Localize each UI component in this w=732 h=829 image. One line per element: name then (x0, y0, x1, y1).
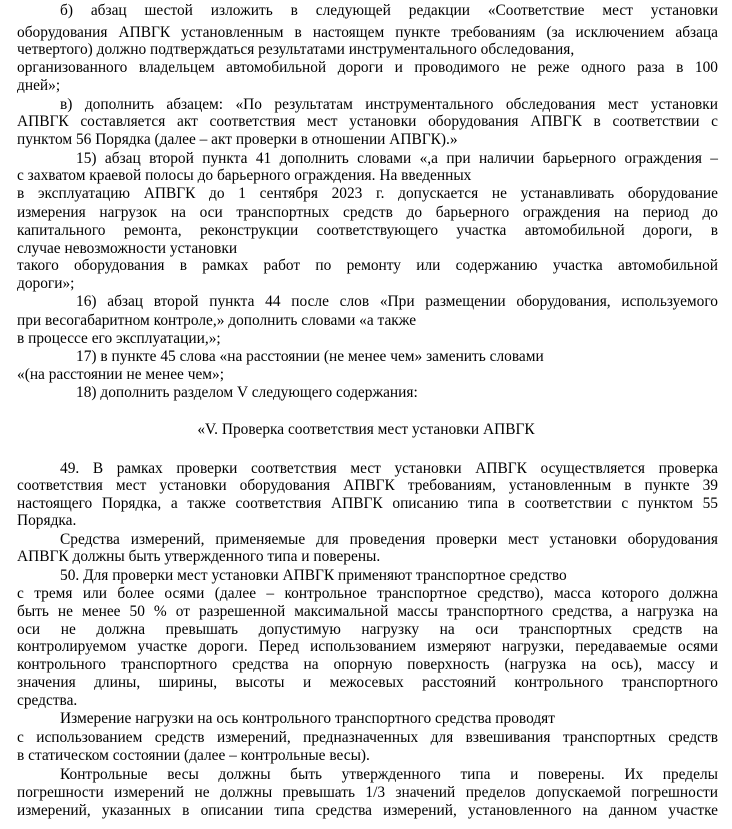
text-line: с захватом краевой полосы до барьерного ограждения. На введенных (17, 167, 472, 184)
text-line: средства. (17, 692, 78, 709)
text-line: контролируемом участке дороги. Перед использованием измеряют нагрузки, передаваемые осями (17, 638, 718, 655)
text-line: АПВГК должны быть утвержденного типа и поверены. (17, 548, 381, 565)
text-line: четвертого) должно подтверждаться результатами инструментального обследования, (17, 41, 575, 58)
text-line: Контрольные весы должны быть утвержденного типа и поверены. Их пределы (60, 766, 718, 783)
text-line: случае невозможности установки (17, 240, 238, 257)
text-line: при весогабаритном контроле,» дополнить словами «а также (17, 312, 417, 329)
text-line: оборудования АПВГК установленным в настоящем пункте требованиям (за исключением абзаца (17, 24, 718, 41)
text-line: с использованием средств измерений, предназначенных для взвешивания транспортных средств (17, 729, 718, 746)
text-line: измерения нагрузок на оси транспортных средств до барьерного ограждения на период до (17, 204, 718, 221)
text-line: дней»; (17, 77, 61, 94)
text-line: 50. Для проверки мест установки АПВГК применяют транспортное средство (60, 567, 567, 584)
text-line: капитального ремонта, реконструкции соответствующего участка автомобильной дороги, в (17, 222, 718, 239)
text-line: в эксплуатацию АПВГК до 1 сентября 2023 г. допускается не устанавливать оборудование (17, 185, 718, 202)
text-line: в процессе его эксплуатации,»; (17, 330, 221, 347)
text-line: б) абзац шестой изложить в следующей редакции «Соответствие мест установки (60, 2, 718, 19)
text-line: Порядка. (17, 512, 77, 529)
text-line: «(на расстоянии не менее чем»; (17, 366, 224, 383)
text-line: организованного владельцем автомобильной дороги и проводимого не реже одного раза в 100 (17, 59, 718, 76)
text-line: 49. В рамках проверки соответствия мест установки АПВГК осуществляется проверка (60, 460, 718, 477)
text-line: 17) в пункте 45 слова «на расстоянии (не менее чем» заменить словами (76, 348, 544, 365)
text-line: с тремя или более осями (далее – контрольное транспортное средство), масса которого должна (17, 585, 718, 602)
text-line: настоящего Порядка, а также соответствия АПВГК описанию типа в соответствии с пунктом 55 (17, 495, 718, 512)
text-line: 16) абзац второй пункта 44 после слов «При размещении оборудования, используемого (76, 293, 718, 310)
section-heading: «V. Проверка соответствия мест установки АПВГК (197, 421, 535, 438)
text-line: пунктом 56 Порядка (далее – акт проверки в отношении АПВГК).» (17, 131, 458, 148)
text-line: оси не должна превышать допустимую нагрузку на оси транспортных средств на (17, 621, 718, 638)
text-line: в статическом состоянии (далее – контрольные весы). (17, 747, 370, 764)
text-line: дороги»; (17, 275, 75, 292)
text-line: Средства измерений, применяемые для проведения проверки мест установки оборудования (60, 531, 718, 548)
text-line: Измерение нагрузки на ось контрольного транспортного средства проводят (60, 710, 555, 727)
text-line: 15) абзац второй пункта 41 дополнить словами «,а при наличии барьерного ограждения – (76, 150, 718, 167)
text-line: погрешности измерений не должны превышать 1/3 значений пределов допускаемой погрешности (17, 784, 718, 801)
text-line: значения длины, ширины, высоты и межосевых расстояний контрольного транспортного (17, 674, 718, 691)
text-line: АПВГК составляется акт соответствия мест установки оборудования АПВГК в соответствии с (17, 113, 718, 130)
text-line: в) дополнить абзацем: «По результатам инструментального обследования мест установки (60, 96, 718, 113)
text-line: такого оборудования в рамках работ по ремонту или содержанию участка автомобильной (17, 257, 718, 274)
text-line: соответствия мест установки оборудования АПВГК требованиям, установленным в пункте 39 (17, 477, 718, 494)
text-line: 18) дополнить разделом V следующего содержания: (76, 384, 418, 401)
text-line: контрольного транспортного средства на опорную поверхность (нагрузка на ось), массу и (17, 656, 718, 673)
text-line: измерений, указанных в описании типа средства измерений, установленного на данном участке (17, 802, 718, 819)
text-line: быть не менее 50 % от разрешенной максимальной массы транспортного средства, а нагрузка на (17, 603, 718, 620)
